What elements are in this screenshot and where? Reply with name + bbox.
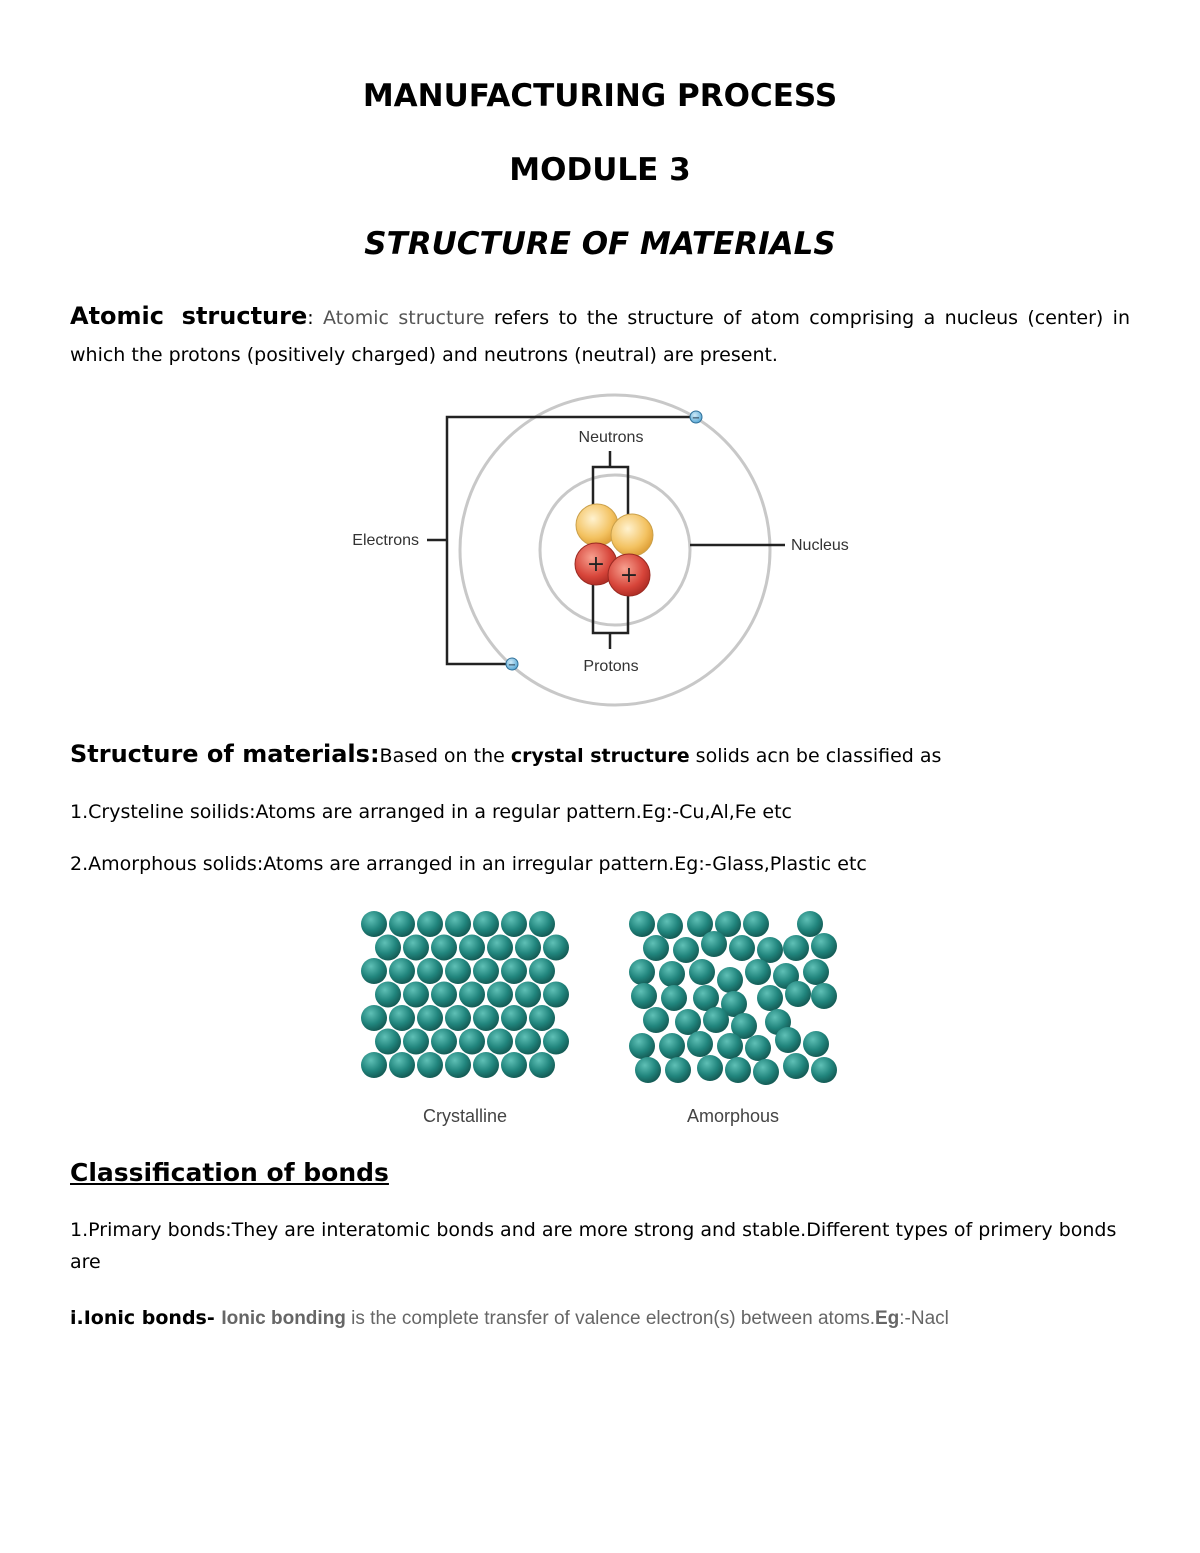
- inner-orbit: [540, 475, 690, 625]
- crystalline-atom: [487, 1029, 513, 1055]
- protons-label: Protons: [583, 658, 639, 675]
- neutrons-label: Neutrons: [578, 429, 644, 446]
- section-title: STRUCTURE OF MATERIALS: [364, 226, 836, 262]
- amorphous-atom: [629, 911, 655, 937]
- amorphous-atom: [643, 1007, 669, 1033]
- crystalline-atom: [501, 1052, 527, 1078]
- atomic-grey-text: Atomic structure: [323, 307, 494, 329]
- ionic-bonds-item: [70, 1300, 1130, 1337]
- module-title: MODULE 3: [509, 152, 691, 188]
- amorphous-atom: [661, 985, 687, 1011]
- crystalline-atom: [389, 1052, 415, 1078]
- crystalline-atom: [431, 935, 457, 961]
- crystalline-atom: [431, 1029, 457, 1055]
- crystalline-atom: [459, 935, 485, 961]
- amorphous-atom: [803, 1031, 829, 1057]
- atomic-structure-heading: Atomic structure: [70, 302, 308, 330]
- neutron-particle: [611, 514, 653, 556]
- crystalline-atom: [445, 1005, 471, 1031]
- amorphous-atom: [703, 1007, 729, 1033]
- amorphous-atom: [635, 1057, 661, 1083]
- amorphous-atom: [701, 931, 727, 957]
- amorphous-atom: [629, 959, 655, 985]
- crystalline-atom: [417, 1005, 443, 1031]
- crystalline-atom: [431, 982, 457, 1008]
- ionic-bonds-lead: i.Ionic bonds-: [70, 1307, 222, 1329]
- crystalline-atom: [473, 1005, 499, 1031]
- crystalline-atom: [529, 911, 555, 937]
- electron-minus-sign: −: [507, 660, 517, 671]
- solids-figure: [350, 900, 850, 1135]
- amorphous-atom: [697, 1055, 723, 1081]
- amorphous-atom: [743, 911, 769, 937]
- crystalline-atom: [417, 1052, 443, 1078]
- crystalline-atom: [389, 911, 415, 937]
- crystalline-atom: [515, 982, 541, 1008]
- crystalline-atom: [389, 958, 415, 984]
- amorphous-atom: [783, 935, 809, 961]
- structure-text-b: solids acn be classified as: [689, 745, 942, 767]
- crystalline-atom: [543, 1029, 569, 1055]
- crystalline-atom: [501, 1005, 527, 1031]
- crystalline-atom: [445, 958, 471, 984]
- crystalline-atom: [389, 1005, 415, 1031]
- crystalline-atom: [375, 935, 401, 961]
- electrons-label: Electrons: [352, 532, 419, 549]
- electron-minus-sign: −: [691, 413, 701, 424]
- amorphous-atom: [757, 937, 783, 963]
- crystalline-label: Crystalline: [422, 1106, 508, 1126]
- crystalline-atom: [501, 958, 527, 984]
- amorphous-atom: [659, 961, 685, 987]
- amorphous-atom: [811, 1057, 837, 1083]
- amorphous-atom: [717, 967, 743, 993]
- amorphous-atom: [665, 1057, 691, 1083]
- amorphous-atom-cluster: [629, 911, 837, 1085]
- crystalline-atom: [361, 1052, 387, 1078]
- crystalline-atom: [473, 1052, 499, 1078]
- crystalline-atom: [543, 982, 569, 1008]
- amorphous-atom: [629, 1033, 655, 1059]
- crystalline-atom: [361, 1005, 387, 1031]
- amorphous-atom: [797, 911, 823, 937]
- amorphous-atom: [783, 1053, 809, 1079]
- crystalline-atom: [529, 1052, 555, 1078]
- amorphous-atom: [745, 959, 771, 985]
- classification-heading: Classification of bonds: [70, 1158, 389, 1187]
- amorphous-atom: [803, 959, 829, 985]
- crystalline-atom: [473, 958, 499, 984]
- crystalline-atom: [473, 911, 499, 937]
- ionic-bonding-term: Ionic bonding: [221, 1308, 346, 1329]
- crystalline-atom: [459, 982, 485, 1008]
- amorphous-atom: [673, 937, 699, 963]
- amorphous-atom: [729, 935, 755, 961]
- ionic-eg: Eg: [875, 1308, 900, 1329]
- primary-bonds-item: 1.Primary bonds:They are interatomic bonds and are more strong and stable.Different types of primery bonds are: [70, 1219, 1117, 1273]
- amorphous-atom: [745, 1035, 771, 1061]
- structure-of-materials-paragraph: [70, 736, 1130, 775]
- atomic-colon: :: [307, 307, 324, 329]
- crystalline-atom: [543, 935, 569, 961]
- crystalline-atom: [361, 911, 387, 937]
- amorphous-atom: [811, 933, 837, 959]
- ionic-bonding-text: is the complete transfer of valence electron(s) between atoms.: [345, 1308, 875, 1329]
- crystalline-atom: [403, 982, 429, 1008]
- amorphous-atom: [643, 935, 669, 961]
- crystalline-atom: [417, 958, 443, 984]
- crystalline-atom: [445, 1052, 471, 1078]
- crystalline-atom: [515, 935, 541, 961]
- electrons-bracket: [447, 417, 696, 664]
- crystalline-atom: [459, 1029, 485, 1055]
- crystalline-item: 1.Crysteline soilids:Atoms are arranged in a regular pattern.Eg:-Cu,Al,Fe etc: [70, 801, 792, 823]
- crystalline-atom: [375, 982, 401, 1008]
- crystalline-atom: [487, 982, 513, 1008]
- amorphous-atom: [785, 981, 811, 1007]
- crystalline-atom-grid: [361, 911, 569, 1078]
- atomic-structure-text: refers to the structure of atom comprising a nucleus (center) in which the protons (positively charged) and neutrons (neutral) are present.: [70, 307, 1130, 366]
- crystalline-atom: [529, 1005, 555, 1031]
- nucleus-label: Nucleus: [791, 537, 849, 554]
- atomic-structure-paragraph: [70, 298, 1130, 374]
- proton-plus-sign: +: [586, 552, 606, 577]
- crystalline-atom: [375, 1029, 401, 1055]
- crystalline-atom: [403, 935, 429, 961]
- amorphous-atom: [811, 983, 837, 1009]
- crystalline-atom: [445, 911, 471, 937]
- amorphous-atom: [631, 983, 657, 1009]
- amorphous-atom: [689, 959, 715, 985]
- ionic-example: :-Nacl: [899, 1308, 949, 1329]
- crystalline-atom: [515, 1029, 541, 1055]
- amorphous-atom: [657, 913, 683, 939]
- crystalline-atom: [417, 911, 443, 937]
- amorphous-atom: [675, 1009, 701, 1035]
- amorphous-atom: [753, 1059, 779, 1085]
- structure-text-bold: crystal structure: [510, 745, 690, 767]
- crystalline-atom: [361, 958, 387, 984]
- crystalline-atom: [501, 911, 527, 937]
- crystalline-atom: [529, 958, 555, 984]
- structure-text-a: Based on the: [379, 745, 511, 767]
- amorphous-item: 2.Amorphous solids:Atoms are arranged in an irregular pattern.Eg:-Glass,Plastic etc: [70, 853, 867, 875]
- crystalline-atom: [487, 935, 513, 961]
- structure-heading: Structure of materials:: [70, 740, 380, 768]
- atom-diagram: [330, 385, 880, 715]
- crystalline-atom: [403, 1029, 429, 1055]
- amorphous-atom: [757, 985, 783, 1011]
- amorphous-atom: [687, 1031, 713, 1057]
- amorphous-atom: [717, 1033, 743, 1059]
- amorphous-atom: [659, 1033, 685, 1059]
- amorphous-atom: [725, 1057, 751, 1083]
- proton-plus-sign: +: [619, 563, 639, 588]
- document-title: MANUFACTURING PROCESS: [362, 78, 838, 114]
- amorphous-label: Amorphous: [686, 1106, 780, 1126]
- amorphous-atom: [775, 1027, 801, 1053]
